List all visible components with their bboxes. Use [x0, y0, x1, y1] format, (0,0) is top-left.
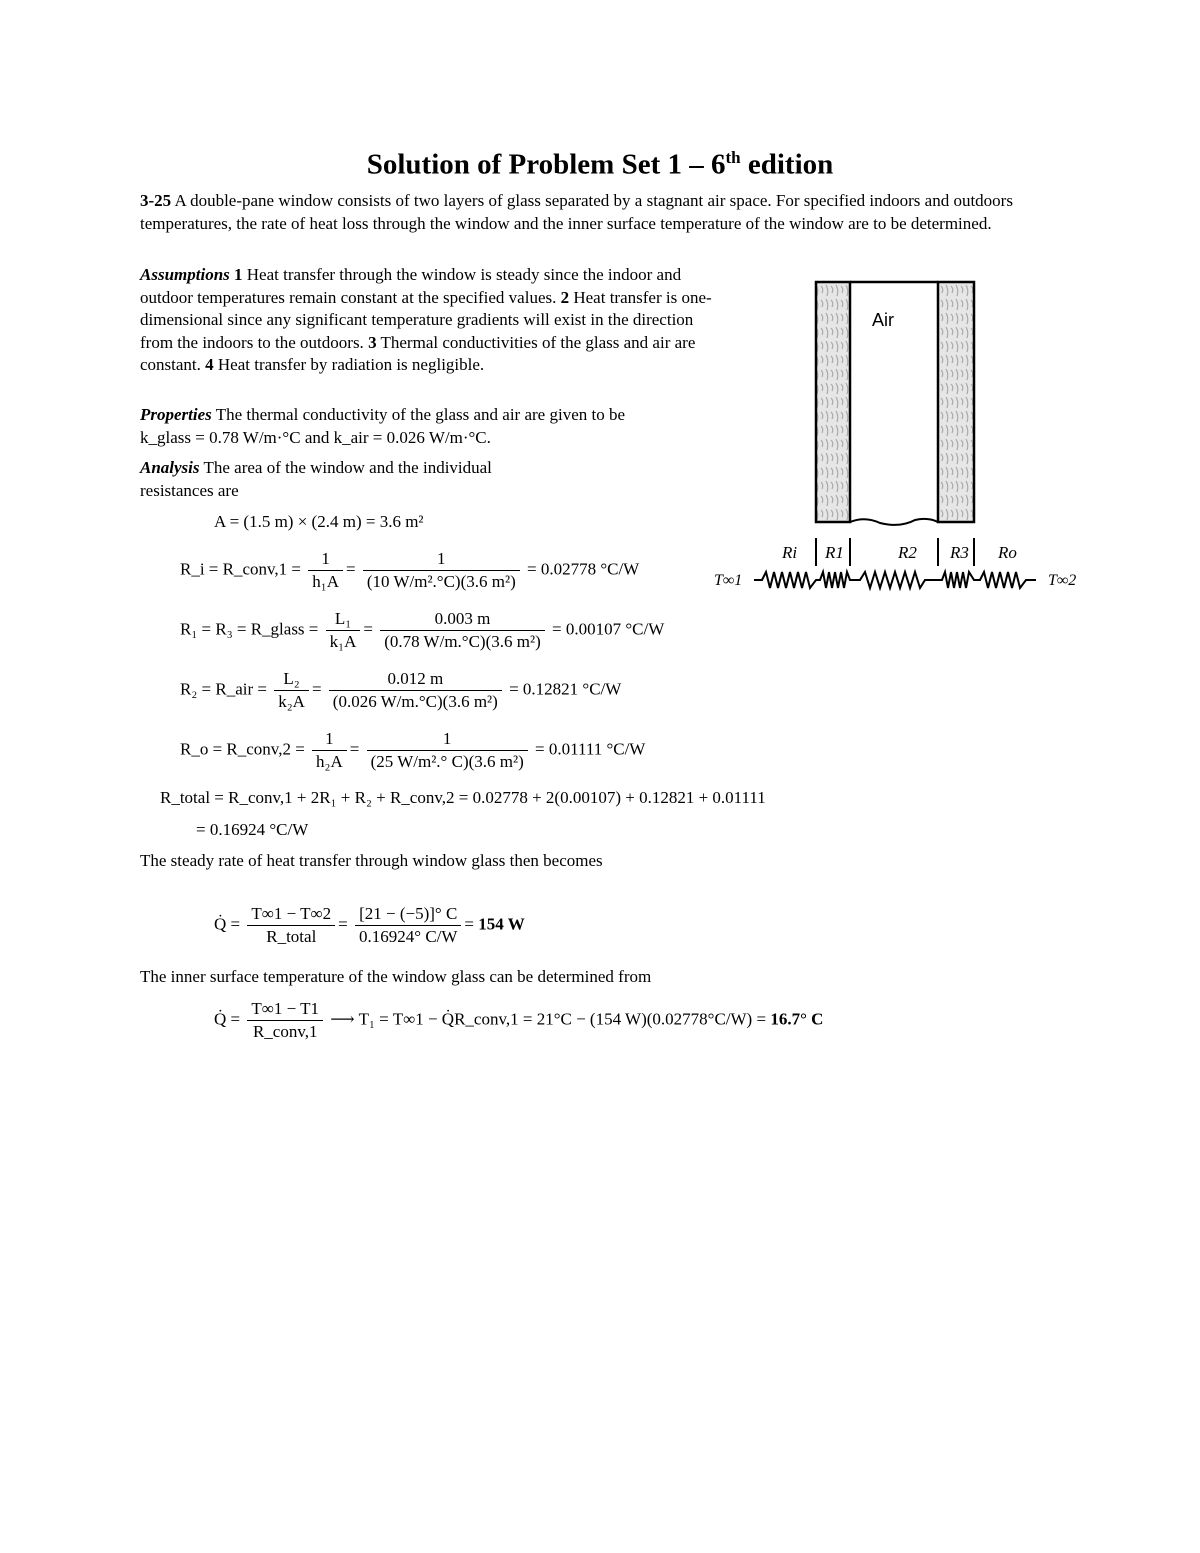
- tinf1-label: T∞1: [714, 572, 743, 589]
- q-equation: Q̇ = $\frac{T\infty 1 - T\infty 2}{\text{R\_total}}$ = $\frac{[21 - (-5)]^\circ C}{0.16924^\circ C/W}$ = 154 W: [214, 904, 525, 946]
- ro-equation: R_o = R_conv,2 = $\frac{1}{\text{h₂A}}$ = $\frac{1}{\text{(25 W/m².° C)(3.6 m²)}}$ = 0.01111 °C/W: [180, 729, 646, 771]
- fraction: $\frac{1}{\text{(25 W/m².° C)(3.6 m²)}}$: [367, 728, 528, 773]
- temperature-result: 16.7° C: [770, 1009, 824, 1029]
- fraction: $\frac{1}{\text{h₁A}}$: [308, 548, 343, 593]
- properties-values: k_glass = 0.78 W/m·°C and k_air = 0.026 W/m·°C.: [140, 427, 491, 447]
- assumption-text: Thermal conductivities of the glass and air are constant.: [140, 332, 696, 374]
- assumption-text: Heat transfer through the window is steady since the indoor and outdoor temperatures remain constant at the specified values.: [140, 265, 682, 307]
- assumption-number: 2: [560, 287, 570, 307]
- equation-lhs: Q̇ =: [214, 914, 241, 934]
- r1-equation: R₁ = R₃ = R_glass = $\frac{\text{L₁}}{\text{k₁A}}$ = $\frac{0.003 m}{\text{(0.78 W/m.°C)(3.6 m²)}}$ = 0.00107 °C/W: [180, 609, 665, 651]
- assumption-text: Heat transfer is one-dimensional since any significant temperature gradients will exist in the direction from the indoors to the outdoors.: [140, 287, 712, 352]
- problem-text: A double-pane window consists of two layers of glass separated by a stagnant air space. For specified indoors and outdoors temperatures, the rate of heat loss through the window and the inner surface temperature of the window are to be determined.: [140, 191, 1013, 233]
- resistor-network: [754, 572, 1036, 588]
- fraction: $\frac{\text{L₁}}{\text{k₁A}}$: [326, 608, 361, 653]
- fraction: $\frac{[21 - (-5)]^\circ C}{0.16924^\circ C/W}$: [355, 903, 461, 948]
- fraction: $\frac{\text{L₂}}{\text{k₂A}}$: [274, 668, 309, 713]
- equation-rhs: T₁ = T∞1 − Q̇R_conv,1 = 21°C − (154 W)(0.02778°C/W) =: [358, 1009, 767, 1029]
- analysis-text: The area of the window and the individual resistances are: [140, 458, 492, 500]
- assumption-number: 3: [368, 332, 377, 352]
- assumption-number: 1: [234, 265, 243, 284]
- title-main: Solution of Problem Set 1 – 6: [366, 148, 726, 181]
- rtotal-result: = 0.16924 °C/W: [196, 820, 309, 839]
- analysis-paragraph: [140, 457, 560, 502]
- properties-heading: Properties: [140, 405, 212, 424]
- equation-lhs: R_i = R_conv,1 =: [180, 559, 302, 579]
- ri-label: Ri: [782, 543, 798, 562]
- equation-result: = 0.12821 °C/W: [509, 679, 622, 699]
- equation-lhs: R₁ = R₃ = R_glass =: [180, 619, 319, 639]
- air-label: Air: [872, 310, 894, 330]
- fraction: $\frac{0.012 m}{\text{(0.026 W/m.°C)(3.6 m²)}}$: [329, 668, 502, 713]
- fraction: $\frac{1}{\text{(10 W/m².°C)(3.6 m²)}}$: [363, 548, 520, 593]
- r3-label: R3: [950, 543, 969, 562]
- assumptions-paragraph: [140, 264, 715, 377]
- fraction: $\frac{T\infty 1 - T1}{\text{R\_conv,1}}$: [247, 998, 323, 1043]
- equation-lhs: R_o = R_conv,2 =: [180, 739, 305, 759]
- rtotal-equation: R_total = R_conv,1 + 2R₁ + R₂ + R_conv,2 = 0.02778 + 2(0.00107) + 0.12821 + 0.01111: [160, 788, 766, 807]
- ri-equation: R_i = R_conv,1 = $\frac{1}{\text{h₁A}}$ = $\frac{1}{\text{(10 W/m².°C)(3.6 m²)}}$ = 0.02778 °C/W: [180, 549, 640, 591]
- fraction: $\frac{T\infty 1 - T\infty 2}{\text{R\_total}}$: [247, 903, 335, 948]
- glass-pane-left: [816, 282, 850, 522]
- title-tail: edition: [740, 148, 834, 181]
- title-superscript: th: [725, 148, 741, 167]
- inner-text: The inner surface temperature of the window glass can be determined from: [140, 967, 652, 986]
- ro-label: Ro: [998, 543, 1017, 562]
- glass-pane-right: [938, 282, 974, 522]
- analysis-heading: Analysis: [140, 458, 200, 477]
- assumptions-heading: Assumptions: [140, 265, 230, 284]
- r2-equation: R₂ = R_air = $\frac{\text{L₂}}{\text{k₂A}}$ = $\frac{0.012 m}{\text{(0.026 W/m.°C)(3.6 m²)}}$ = 0.12821 °C/W: [180, 669, 622, 711]
- t1-equation: [214, 998, 823, 1043]
- equation-result: = 0.01111 °C/W: [535, 739, 646, 759]
- problem-statement: [140, 190, 1060, 235]
- assumption-text: Heat transfer by radiation is negligible.: [213, 355, 485, 374]
- area-equation: A = (1.5 m) × (2.4 m) = 3.6 m²: [214, 512, 424, 531]
- r1-label: R1: [825, 543, 844, 562]
- steady-text: The steady rate of heat transfer through window glass then becomes: [140, 851, 603, 870]
- properties-text: The thermal conductivity of the glass and air are given to be: [211, 405, 626, 424]
- arrow-icon: ⟶: [330, 1009, 355, 1029]
- properties-paragraph: [140, 404, 715, 449]
- heat-rate-result: 154 W: [478, 914, 525, 934]
- assumption-number: 4: [205, 355, 214, 374]
- equation-lhs: R₂ = R_air =: [180, 679, 267, 699]
- window-diagram: [700, 270, 1100, 600]
- r2-label: R2: [898, 543, 917, 562]
- tinf2-label: T∞2: [1048, 572, 1077, 589]
- air-gap-bottom: [850, 519, 938, 525]
- page-title: [0, 148, 1200, 182]
- equation-result: = 0.00107 °C/W: [552, 619, 665, 639]
- equation-result: = 0.02778 °C/W: [526, 559, 640, 579]
- fraction: $\frac{0.003 m}{\text{(0.78 W/m.°C)(3.6 m²)}}$: [380, 608, 545, 653]
- fraction: $\frac{1}{\text{h₂A}}$: [312, 728, 347, 773]
- equation-lhs: Q̇ =: [214, 1009, 241, 1029]
- problem-number: 3-25: [140, 191, 172, 210]
